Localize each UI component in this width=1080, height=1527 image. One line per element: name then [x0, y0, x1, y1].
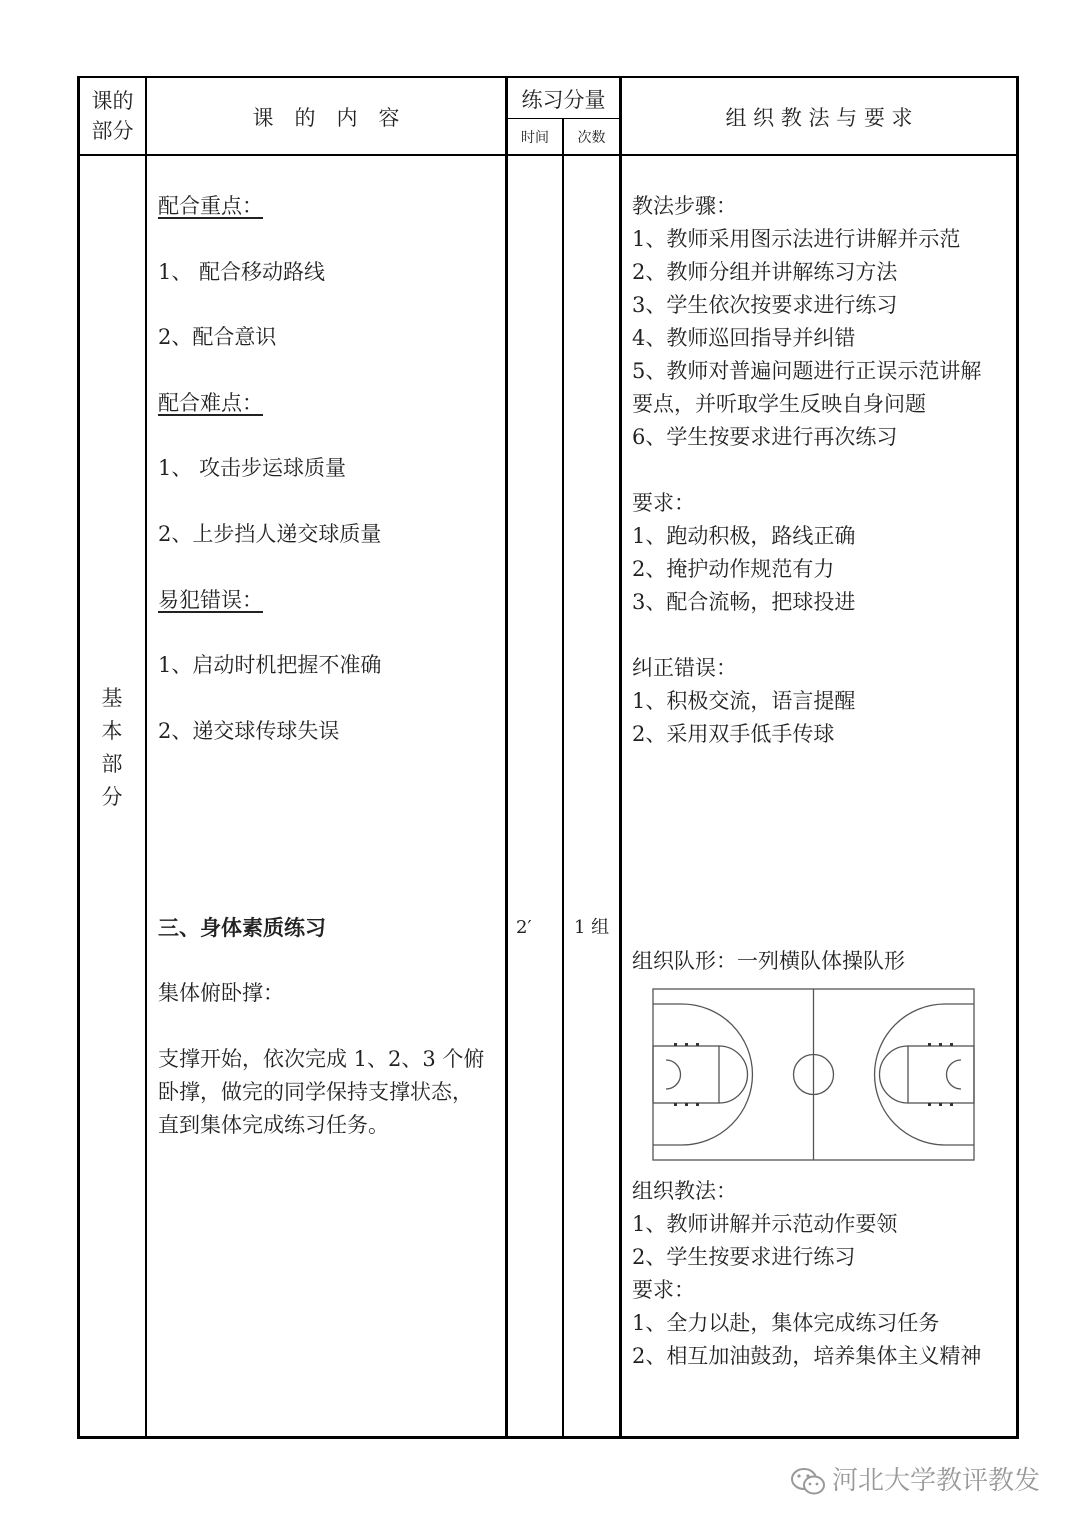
content-item: 1、启动时机把握不准确 [158, 653, 382, 677]
content-item: 配合难点： [158, 391, 263, 415]
content-item: 2、上步挡人递交球质量 [158, 522, 382, 546]
method-lower [632, 1175, 981, 1373]
fitness-time: 2′ [516, 917, 532, 938]
method-line: 2、掩护动作规范有力 [632, 557, 835, 581]
method-line: 纠正错误： [632, 656, 737, 680]
method-line: 6、学生按要求进行再次练习 [632, 425, 898, 449]
method-line: 3、配合流畅，把球投进 [632, 590, 856, 614]
method-line: 2、相互加油鼓劲，培养集体主义精神 [632, 1344, 982, 1368]
method-line: 1、积极交流，语言提醒 [632, 689, 856, 713]
method-line: 4、教师巡回指导并纠错 [632, 326, 856, 350]
watermark-text: 河北大学教评教发 [832, 1466, 1041, 1496]
header-time: 时间 [521, 130, 549, 146]
method-line: 要求： [632, 491, 695, 515]
fitness-desc-line: 卧撑，做完的同学保持支撑状态， [158, 1080, 473, 1104]
col-border-left [77, 76, 80, 1439]
method-line: 教法步骤： [632, 194, 737, 218]
method-line [632, 454, 981, 487]
table-top-border [77, 76, 1019, 78]
col-border-right [1016, 76, 1019, 1439]
method-line: 1、教师采用图示法进行讲解并示范 [632, 227, 961, 251]
method-line: 组织教法： [632, 1179, 737, 1203]
fitness-count: 1 组 [574, 917, 610, 938]
content-item: 2、配合意识 [158, 325, 277, 349]
header-method: 组 织 教 法 与 要 求 [725, 106, 913, 130]
part-label: 基 本 部 分 [101, 686, 123, 809]
method-line: 5、教师对普遍问题进行正误示范讲解 [632, 359, 982, 383]
header-count: 次数 [577, 130, 606, 146]
method-line: 1、教师讲解并示范动作要领 [632, 1212, 898, 1236]
col-border-count [619, 76, 622, 1439]
content-item: 易犯错误： [158, 588, 263, 612]
method-line: 要求： [632, 1278, 695, 1302]
method-line: 1、全力以赴，集体完成练习任务 [632, 1311, 940, 1335]
formation-text: 组织队形：一列横队体操队形 [632, 949, 905, 973]
method-line: 1、跑动积极，路线正确 [632, 524, 856, 548]
content-item: 配合重点： [158, 194, 263, 218]
col-border-content [505, 76, 508, 1439]
wechat-icon [790, 1467, 826, 1497]
method-line: 2、学生按要求进行练习 [632, 1245, 856, 1269]
method-line [632, 619, 981, 652]
method-line: 2、教师分组并讲解练习方法 [632, 260, 898, 284]
content-item: 1、 攻击步运球质量 [158, 456, 347, 480]
method-line: 要点，并听取学生反映自身问题 [632, 392, 926, 416]
fitness-desc-line: 直到集体完成练习任务。 [158, 1113, 389, 1137]
watermark [790, 1460, 1040, 1497]
table-bottom-border [77, 1436, 1019, 1439]
fitness-subtitle: 集体俯卧撑： [158, 981, 284, 1005]
header-divider [77, 154, 1019, 156]
header-part: 课的 部分 [91, 89, 134, 143]
col-border-time [562, 119, 564, 1439]
basketball-court-icon [652, 988, 976, 1162]
header-content: 课 的 内 容 [252, 106, 400, 130]
fitness-desc-line: 支撑开始，依次完成 1、2、3 个俯 [158, 1047, 485, 1071]
col-border-part [145, 76, 147, 1439]
content-item: 2、递交球传球失误 [158, 719, 340, 743]
header-practice: 练习分量 [521, 88, 606, 112]
method-upper [632, 190, 981, 751]
content-item: 1、 配合移动路线 [158, 260, 326, 284]
method-line: 3、学生依次按要求进行练习 [632, 293, 898, 317]
method-line: 2、采用双手低手传球 [632, 722, 835, 746]
fitness-title: 三、身体素质练习 [158, 915, 326, 940]
